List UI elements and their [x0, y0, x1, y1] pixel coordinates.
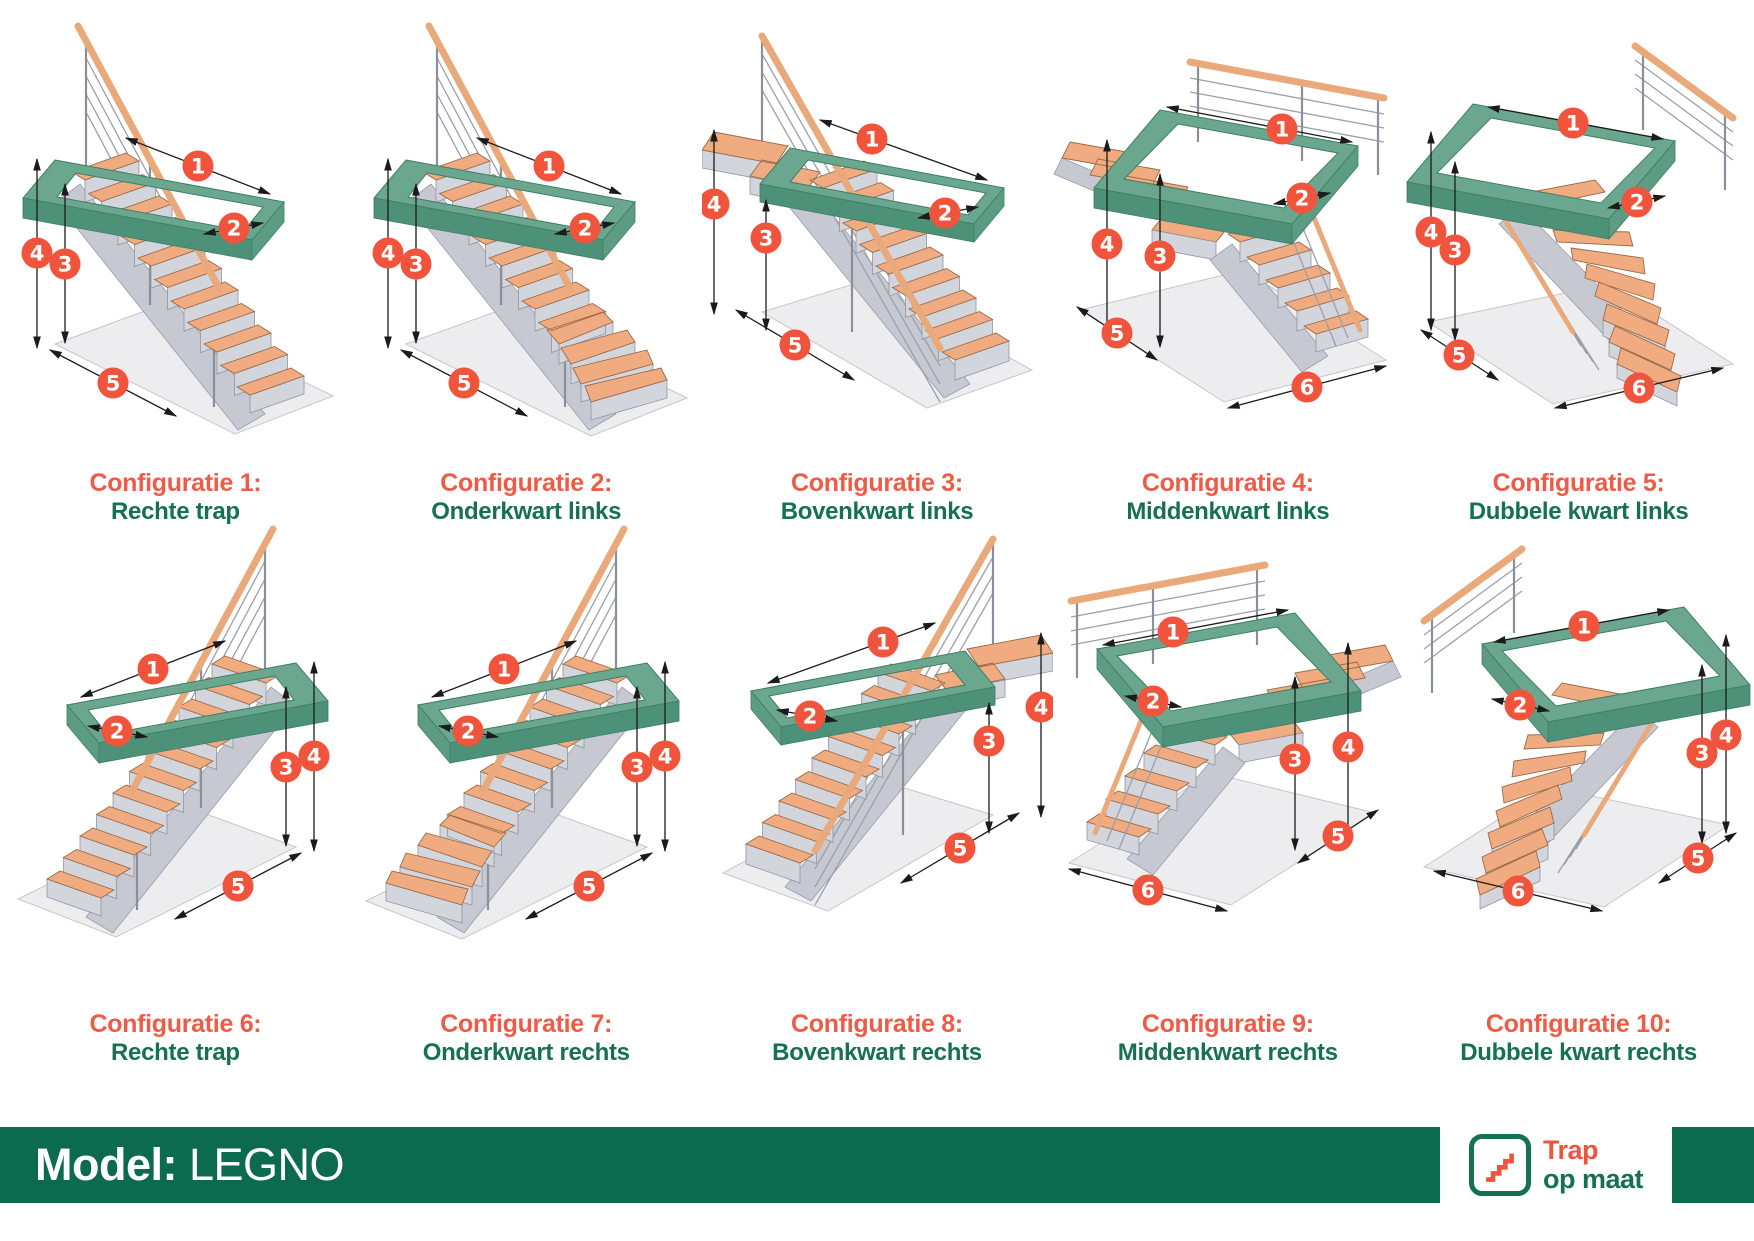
svg-text:2: 2 — [1145, 689, 1161, 714]
measure-marker-4 — [1025, 692, 1053, 723]
svg-text:1: 1 — [145, 657, 161, 682]
config-row-1 — [0, 12, 1754, 527]
measure-marker-2 — [452, 716, 483, 747]
config-title: Configuratie 5: — [1492, 469, 1665, 497]
measure-marker-2 — [1622, 187, 1653, 218]
measure-marker-4 — [372, 238, 403, 269]
staircase-diagram-straight — [0, 12, 351, 442]
staircase-illustration — [366, 529, 679, 939]
trap-op-maat-logo — [1440, 1127, 1672, 1203]
measure-marker-1 — [1267, 114, 1298, 145]
staircase-illustration — [702, 36, 1032, 408]
staircase-diagram-bottom-quarter — [351, 12, 702, 442]
measure-marker-2 — [929, 198, 960, 229]
svg-text:5: 5 — [1451, 343, 1467, 368]
svg-text:5: 5 — [787, 333, 802, 358]
svg-text:3: 3 — [1447, 238, 1463, 263]
config-5 — [1403, 12, 1754, 527]
staircase-illustration — [23, 26, 333, 434]
svg-text:4: 4 — [29, 241, 45, 266]
measure-marker-1 — [488, 654, 519, 685]
config-title: Configuratie 8: — [791, 1010, 963, 1038]
staircase-diagram-mid-quarter — [1052, 12, 1403, 442]
measure-marker-1 — [137, 654, 168, 685]
measure-marker-5 — [944, 833, 975, 864]
svg-text:4: 4 — [1099, 232, 1115, 257]
measure-marker-1 — [1569, 611, 1600, 642]
svg-text:2: 2 — [460, 719, 476, 744]
measure-marker-2 — [218, 213, 249, 244]
config-subtitle: Middenkwart rechts — [1117, 1039, 1338, 1066]
config-subtitle: Bovenkwart rechts — [772, 1039, 982, 1066]
svg-text:4: 4 — [306, 744, 322, 769]
svg-text:5: 5 — [952, 836, 967, 861]
svg-text:3: 3 — [408, 252, 424, 277]
svg-text:3: 3 — [57, 252, 73, 277]
staircase-diagram-top-quarter — [702, 12, 1053, 442]
measure-marker-3 — [1280, 744, 1311, 775]
svg-text:1: 1 — [1576, 614, 1592, 639]
measure-marker-2 — [101, 716, 132, 747]
config-subtitle: Rechte trap — [111, 498, 240, 525]
measure-marker-5 — [779, 330, 810, 361]
svg-text:1: 1 — [496, 657, 512, 682]
measure-marker-5 — [222, 871, 253, 902]
model-label: Model: — [35, 1139, 177, 1190]
measure-marker-5 — [1102, 318, 1133, 349]
config-caption — [1460, 1009, 1697, 1068]
svg-text:2: 2 — [802, 704, 817, 729]
svg-text:4: 4 — [706, 192, 721, 217]
measure-marker-3 — [270, 752, 301, 783]
measure-marker-4 — [21, 238, 52, 269]
svg-text:3: 3 — [1287, 747, 1303, 772]
measure-marker-5 — [1683, 843, 1714, 874]
measure-marker-5 — [97, 368, 128, 399]
svg-text:2: 2 — [109, 719, 125, 744]
measure-marker-3 — [400, 249, 431, 280]
svg-text:4: 4 — [1423, 220, 1439, 245]
logo-line2: op maat — [1542, 1164, 1644, 1194]
config-6 — [0, 515, 351, 1068]
staircase-diagram-mid-quarter-mirrored — [1052, 515, 1403, 945]
config-title: Configuratie 6: — [89, 1010, 262, 1038]
measure-marker-5 — [573, 871, 604, 902]
svg-text:2: 2 — [1294, 186, 1310, 211]
measure-marker-3 — [49, 249, 80, 280]
staircase-diagram-double-quarter-mirrored — [1403, 515, 1754, 945]
measure-marker-2 — [1287, 183, 1318, 214]
config-title: Configuratie 10: — [1485, 1010, 1672, 1038]
config-caption — [89, 1009, 261, 1068]
config-2 — [351, 12, 702, 527]
svg-text:4: 4 — [657, 744, 673, 769]
svg-text:2: 2 — [937, 201, 952, 226]
model-text — [35, 1139, 344, 1191]
svg-text:5: 5 — [1330, 824, 1346, 849]
model-value: LEGNO — [188, 1139, 345, 1190]
config-title: Configuratie 4: — [1141, 469, 1314, 497]
staircase-diagram-double-quarter — [1403, 12, 1754, 442]
svg-text:6: 6 — [1140, 878, 1156, 903]
measure-marker-6 — [1292, 372, 1323, 403]
measure-marker-2 — [1138, 686, 1169, 717]
svg-text:6: 6 — [1510, 879, 1526, 904]
config-caption — [772, 1009, 982, 1068]
measure-marker-4 — [1333, 732, 1364, 763]
logo-text — [1543, 1136, 1643, 1193]
config-3 — [702, 12, 1053, 527]
measure-marker-3 — [621, 752, 652, 783]
svg-text:2: 2 — [226, 216, 242, 241]
config-title: Configuratie 2: — [440, 469, 613, 497]
config-title: Configuratie 7: — [440, 1010, 613, 1038]
config-subtitle: Onderkwart links — [431, 498, 622, 525]
config-10 — [1403, 515, 1754, 1068]
config-4 — [1052, 12, 1403, 527]
svg-text:4: 4 — [1340, 735, 1356, 760]
measure-marker-6 — [1133, 875, 1164, 906]
svg-text:1: 1 — [190, 154, 206, 179]
stairs-icon-glyph — [1480, 1145, 1520, 1185]
measure-marker-1 — [1558, 108, 1589, 139]
measure-marker-3 — [1145, 241, 1176, 272]
svg-text:6: 6 — [1299, 375, 1315, 400]
svg-text:4: 4 — [380, 241, 396, 266]
svg-text:6: 6 — [1631, 376, 1647, 401]
measure-marker-1 — [533, 151, 564, 182]
logo-line1: Trap — [1542, 1135, 1599, 1166]
config-1 — [0, 12, 351, 527]
measure-marker-2 — [794, 701, 825, 732]
svg-text:3: 3 — [629, 755, 645, 780]
measure-marker-2 — [569, 213, 600, 244]
config-subtitle: Bovenkwart links — [780, 498, 974, 525]
config-title: Configuratie 9: — [1141, 1010, 1314, 1038]
config-title: Configuratie 3: — [791, 469, 963, 497]
config-row-2 — [0, 515, 1754, 1068]
config-subtitle: Middenkwart links — [1126, 498, 1330, 525]
measure-marker-4 — [649, 741, 680, 772]
svg-text:5: 5 — [456, 371, 472, 396]
staircase-diagram-bottom-quarter-mirrored — [351, 515, 702, 945]
staircase-illustration — [374, 26, 687, 436]
config-title: Configuratie 1: — [89, 469, 262, 497]
stairs-icon — [1469, 1134, 1531, 1196]
svg-text:4: 4 — [1033, 695, 1048, 720]
config-subtitle: Dubbele kwart links — [1468, 498, 1689, 525]
staircase-diagram-straight-mirrored — [0, 515, 351, 945]
staircase-diagram-top-quarter-mirrored — [702, 515, 1053, 945]
svg-text:5: 5 — [1109, 321, 1125, 346]
config-caption — [1118, 1009, 1338, 1068]
measure-marker-6 — [1624, 373, 1655, 404]
svg-text:1: 1 — [1165, 620, 1181, 645]
svg-text:3: 3 — [981, 729, 996, 754]
measure-marker-1 — [182, 151, 213, 182]
svg-text:1: 1 — [541, 154, 557, 179]
config-caption — [423, 1009, 630, 1068]
config-subtitle: Rechte trap — [111, 1039, 240, 1066]
svg-text:5: 5 — [105, 371, 121, 396]
measure-marker-4 — [1711, 720, 1742, 751]
svg-text:2: 2 — [1512, 693, 1528, 718]
measure-marker-1 — [1158, 617, 1189, 648]
config-9 — [1052, 515, 1403, 1068]
measure-marker-5 — [1444, 340, 1475, 371]
config-8 — [702, 515, 1053, 1068]
measure-marker-3 — [750, 223, 781, 254]
svg-text:3: 3 — [758, 226, 773, 251]
svg-text:2: 2 — [1629, 190, 1645, 215]
svg-text:2: 2 — [577, 216, 593, 241]
config-subtitle: Onderkwart rechts — [422, 1039, 630, 1066]
measure-marker-4 — [1092, 229, 1123, 260]
footer-bar — [0, 1127, 1754, 1203]
svg-text:3: 3 — [278, 755, 294, 780]
svg-text:5: 5 — [581, 874, 597, 899]
measure-marker-4 — [1416, 217, 1447, 248]
svg-text:5: 5 — [1690, 846, 1706, 871]
svg-text:1: 1 — [1274, 117, 1290, 142]
config-subtitle: Dubbele kwart rechts — [1460, 1039, 1697, 1066]
svg-text:1: 1 — [1565, 111, 1581, 136]
staircase-illustration — [18, 529, 328, 937]
svg-text:1: 1 — [875, 630, 890, 655]
measure-marker-4 — [702, 189, 730, 220]
svg-text:3: 3 — [1152, 244, 1168, 269]
svg-text:1: 1 — [864, 127, 879, 152]
measure-marker-6 — [1503, 876, 1534, 907]
svg-text:5: 5 — [230, 874, 246, 899]
measure-marker-1 — [867, 627, 898, 658]
measure-marker-2 — [1505, 690, 1536, 721]
measure-marker-5 — [448, 368, 479, 399]
svg-text:3: 3 — [1694, 741, 1710, 766]
measure-marker-4 — [298, 741, 329, 772]
config-7 — [351, 515, 702, 1068]
staircase-illustration — [723, 539, 1053, 911]
measure-marker-1 — [856, 124, 887, 155]
measure-marker-3 — [973, 726, 1004, 757]
svg-text:4: 4 — [1718, 723, 1734, 748]
measure-marker-5 — [1323, 821, 1354, 852]
